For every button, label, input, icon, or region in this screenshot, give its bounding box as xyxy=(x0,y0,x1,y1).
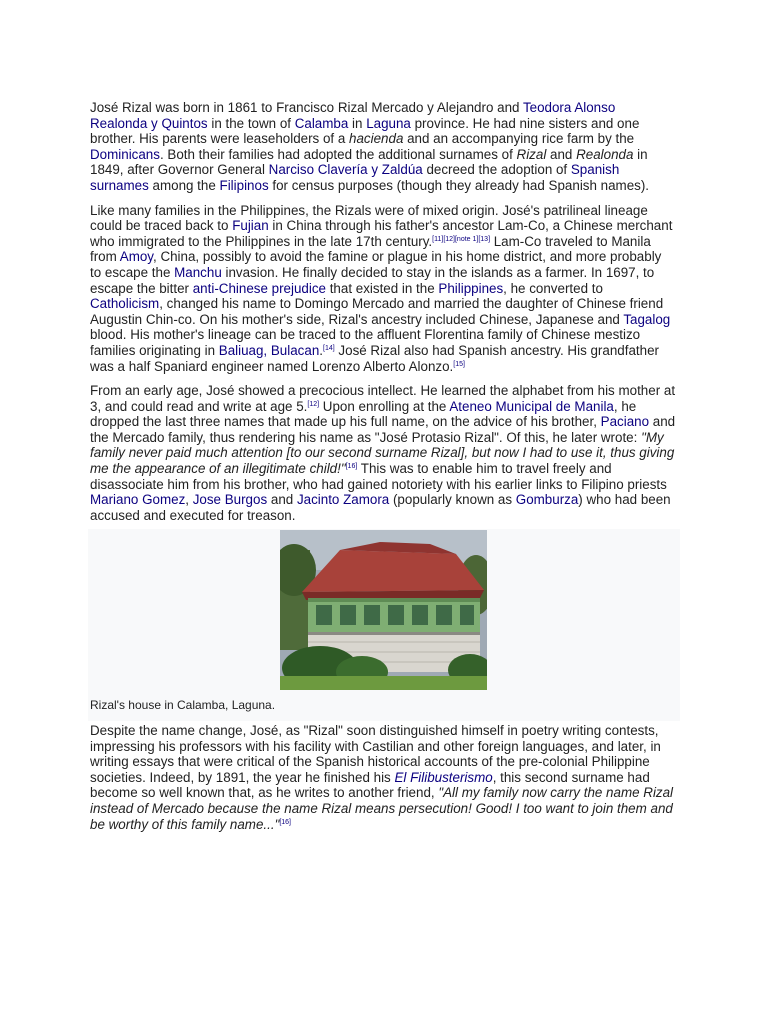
citation-16-second[interactable]: [16] xyxy=(279,818,292,826)
article-body-continued xyxy=(90,723,680,841)
link-calamba[interactable]: Calamba xyxy=(294,115,349,131)
link-jacinto-zamora[interactable]: Jacinto Zamora xyxy=(296,492,390,508)
link-baliuag-bulacan[interactable]: Baliuag, Bulacan xyxy=(218,342,320,358)
link-amoy[interactable]: Amoy xyxy=(119,249,153,265)
rizal-house-photo[interactable] xyxy=(280,530,487,690)
link-gomburza[interactable]: Gomburza xyxy=(515,492,579,508)
paragraph-name-change: Despite the name change, José, as "Rizal" soon distinguished himself in poetry writing contests, impressing his professors with his facility with Castilian and other foreign languages, and later, in writing essays that were critical of the Spanish historical accounts of the pre-colonial Philippine societies. Indeed, by 1891, the year he finished his El Filibusterismo, this second surname had become so well known that, as he writes to another friend, "All my family now carry the name Rizal instead of Mercado because the name Rizal means persecution! Good! I too want to join them and be worthy of this family name..."[16] xyxy=(90,723,674,832)
citation-16[interactable]: [16] xyxy=(345,463,358,471)
link-narciso-claveria[interactable]: Narciso Clavería y Zaldúa xyxy=(268,162,423,178)
citation-12[interactable]: [12] xyxy=(307,400,320,408)
quote-illegitimate-child: "My family never paid much attention [to our second surname Rizal], but now I had to use it, thus giving me the appearance of an illegitimate child!" xyxy=(90,429,675,477)
figure-caption: Rizal's house in Calamba, Laguna. xyxy=(90,698,276,712)
article-body xyxy=(90,100,676,532)
paragraph-early-life: From an early age, José showed a precocious intellect. He learned the alphabet from his mother at 3, and could read and write at age 5.[12] Upon enrolling at the Ateneo Municipal de Manila, he dropped the last three names that made up his full name, on the advice of his brother, Paciano and the Mercado family, thus rendering his name as "José Protasio Rizal". Of this, he later wrote: "My family never paid much attention [to our second surname Rizal], but now I had to use it, thus giving me the appearance of an illegitimate child!"[16] This was to enable him to travel freely and disassociate him from his brother, who had gained notoriety with his earlier links to Filipino priests Mariano Gomez, Jose Burgos and Jacinto Zamora (popularly known as Gomburza) who had been accused and executed for treason. xyxy=(90,383,676,523)
link-filipinos[interactable]: Filipinos xyxy=(219,177,269,193)
figure-rizal-house xyxy=(88,529,680,721)
link-manchu[interactable]: Manchu xyxy=(174,264,222,280)
link-paciano[interactable]: Paciano xyxy=(600,414,650,430)
link-laguna[interactable]: Laguna xyxy=(366,115,411,131)
link-philippines[interactable]: Philippines xyxy=(438,280,504,296)
link-ateneo[interactable]: Ateneo Municipal de Manila xyxy=(449,398,614,414)
quote-persecution: "All my family now carry the name Rizal instead of Mercado because the name Rizal means persecution! Good! I too want to join them and be worthy of this family name..." xyxy=(90,785,674,832)
link-el-filibusterismo[interactable]: El Filibusterismo xyxy=(394,769,493,785)
link-catholicism[interactable]: Catholicism xyxy=(90,296,160,312)
link-teodora-alonso[interactable]: Teodora Alonso Realonda y Quintos xyxy=(90,100,616,131)
link-anti-chinese-prejudice[interactable]: anti-Chinese prejudice xyxy=(192,280,326,296)
link-mariano-gomez[interactable]: Mariano Gomez xyxy=(90,492,186,508)
link-fujian[interactable]: Fujian xyxy=(232,218,269,234)
paragraph-birth: José Rizal was born in 1861 to Francisco Rizal Mercado y Alejandro and Teodora Alonso Realonda y Quintos in the town of Calamba in Laguna province. He had nine sisters and one brother. His parents were leaseholders of a hacienda and an accompanying rice farm by the Dominicans. Both their families had adopted the additional surnames of Rizal and Realonda in 1849, after Governor General Narciso Clavería y Zaldúa decreed the adoption of Spanish surnames among the Filipinos for census purposes (though they already had Spanish names). xyxy=(90,100,650,193)
house-illustration xyxy=(280,530,487,690)
paragraph-ancestry: Like many families in the Philippines, the Rizals were of mixed origin. José's patrilineal lineage could be traced back to Fujian in China through his father's ancestor Lam-Co, a Chinese merchant who immigrated to the Philippines in the late 17th century.[11][12][note 1][13] Lam-Co traveled to Manila from Amoy, China, possibly to avoid the famine or plague in his home district, and more probably to escape the Manchu invasion. He finally decided to stay in the islands as a farmer. In 1697, to escape the bitter anti-Chinese prejudice that existed in the Philippines, he converted to Catholicism, changed his name to Domingo Mercado and married the daughter of Chinese friend Augustin Chin-co. On his mother's side, Rizal's ancestry included Chinese, Japanese and Tagalog blood. His mother's lineage can be traced to the affluent Florentina family of Chinese mestizo families originating in Baliuag, Bulacan.[14] José Rizal also had Spanish ancestry. His grandfather was a half Spaniard engineer named Lorenzo Alberto Alonzo.[15] xyxy=(90,202,673,374)
citation-14[interactable]: [14] xyxy=(323,344,335,352)
citation-11-13[interactable]: [11][12][note 1][13] xyxy=(432,235,491,243)
link-spanish-surnames[interactable]: Spanish surnames xyxy=(90,162,620,193)
citation-15[interactable]: [15] xyxy=(453,360,465,368)
link-dominicans[interactable]: Dominicans xyxy=(90,146,160,162)
link-jose-burgos[interactable]: Jose Burgos xyxy=(192,492,268,508)
link-tagalog[interactable]: Tagalog xyxy=(623,311,671,327)
